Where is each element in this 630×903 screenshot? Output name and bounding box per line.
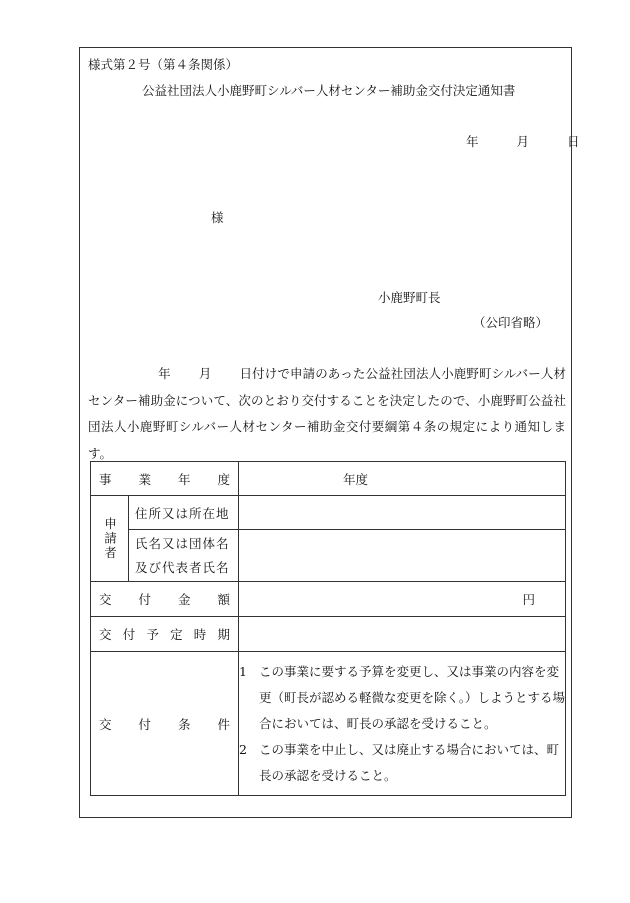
date-year: 年 bbox=[466, 134, 479, 149]
condition-item: 2 この事業を中止し、又は廃止する場合においては、町長の承認を受けること。 bbox=[239, 737, 565, 789]
fiscal-year-value: 年度 bbox=[343, 471, 369, 487]
label-name-line1: 氏名又は団体名 bbox=[135, 535, 230, 551]
name-value bbox=[239, 530, 566, 582]
address-value bbox=[239, 496, 566, 530]
body-year: 年 bbox=[158, 366, 171, 381]
label-fiscal-year: 事 業 年 度 bbox=[99, 471, 230, 487]
form-frame bbox=[79, 47, 580, 818]
body-month: 月 bbox=[198, 366, 212, 381]
notice-body bbox=[88, 361, 566, 467]
schedule-value bbox=[239, 617, 566, 652]
row-fiscal-year bbox=[91, 462, 566, 496]
label-conditions: 交 付 条 件 bbox=[99, 716, 230, 732]
date-day: 日 bbox=[566, 134, 580, 149]
date-line bbox=[466, 132, 579, 150]
row-amount bbox=[91, 582, 566, 617]
document-title: 公益社団法人小鹿野町シルバー人材センター補助金交付決定通知書 bbox=[142, 83, 516, 98]
grant-table bbox=[90, 461, 566, 796]
issuer: 小鹿野町長 bbox=[378, 290, 441, 305]
body-text: 日付けで申請のあった公益社団法人小鹿野町シルバー人材センター補助金について、次のとおり交付することを決定したので、小鹿野町公益社団法人小鹿野町シルバー人材センター補助金交付要綱第４条の規定により通知します。 bbox=[88, 366, 566, 461]
row-conditions bbox=[91, 652, 566, 796]
label-amount: 交 付 金 額 bbox=[99, 592, 230, 607]
label-applicant: 申請者 bbox=[102, 516, 118, 561]
label-name-line2: 及び代表者氏名 bbox=[135, 559, 230, 575]
condition-text: この事業に要する予算を変更し、又は事業の内容を変更（町長が認める軽微な変更を除く。）しようとする場合においては、町長の承認を受けること。 bbox=[259, 663, 566, 731]
date-month: 月 bbox=[516, 134, 529, 149]
row-address bbox=[91, 496, 566, 530]
amount-unit: 円 bbox=[522, 592, 535, 607]
row-name bbox=[91, 530, 566, 582]
label-schedule: 交 付 予 定 時 期 bbox=[99, 627, 230, 642]
condition-text: この事業を中止し、又は廃止する場合においては、町長の承認を受けること。 bbox=[259, 741, 560, 783]
label-address: 住所又は所在地 bbox=[135, 505, 230, 521]
conditions-cell bbox=[239, 652, 566, 796]
recipient-suffix: 様 bbox=[211, 210, 224, 225]
condition-item: 1 この事業に要する予算を変更し、又は事業の内容を変更（町長が認める軽微な変更を除く。）しようとする場合においては、町長の承認を受けること。 bbox=[239, 659, 565, 737]
form-number: 様式第２号（第４条関係） bbox=[88, 57, 239, 72]
row-schedule bbox=[91, 617, 566, 652]
seal-note: （公印省略） bbox=[473, 315, 549, 330]
